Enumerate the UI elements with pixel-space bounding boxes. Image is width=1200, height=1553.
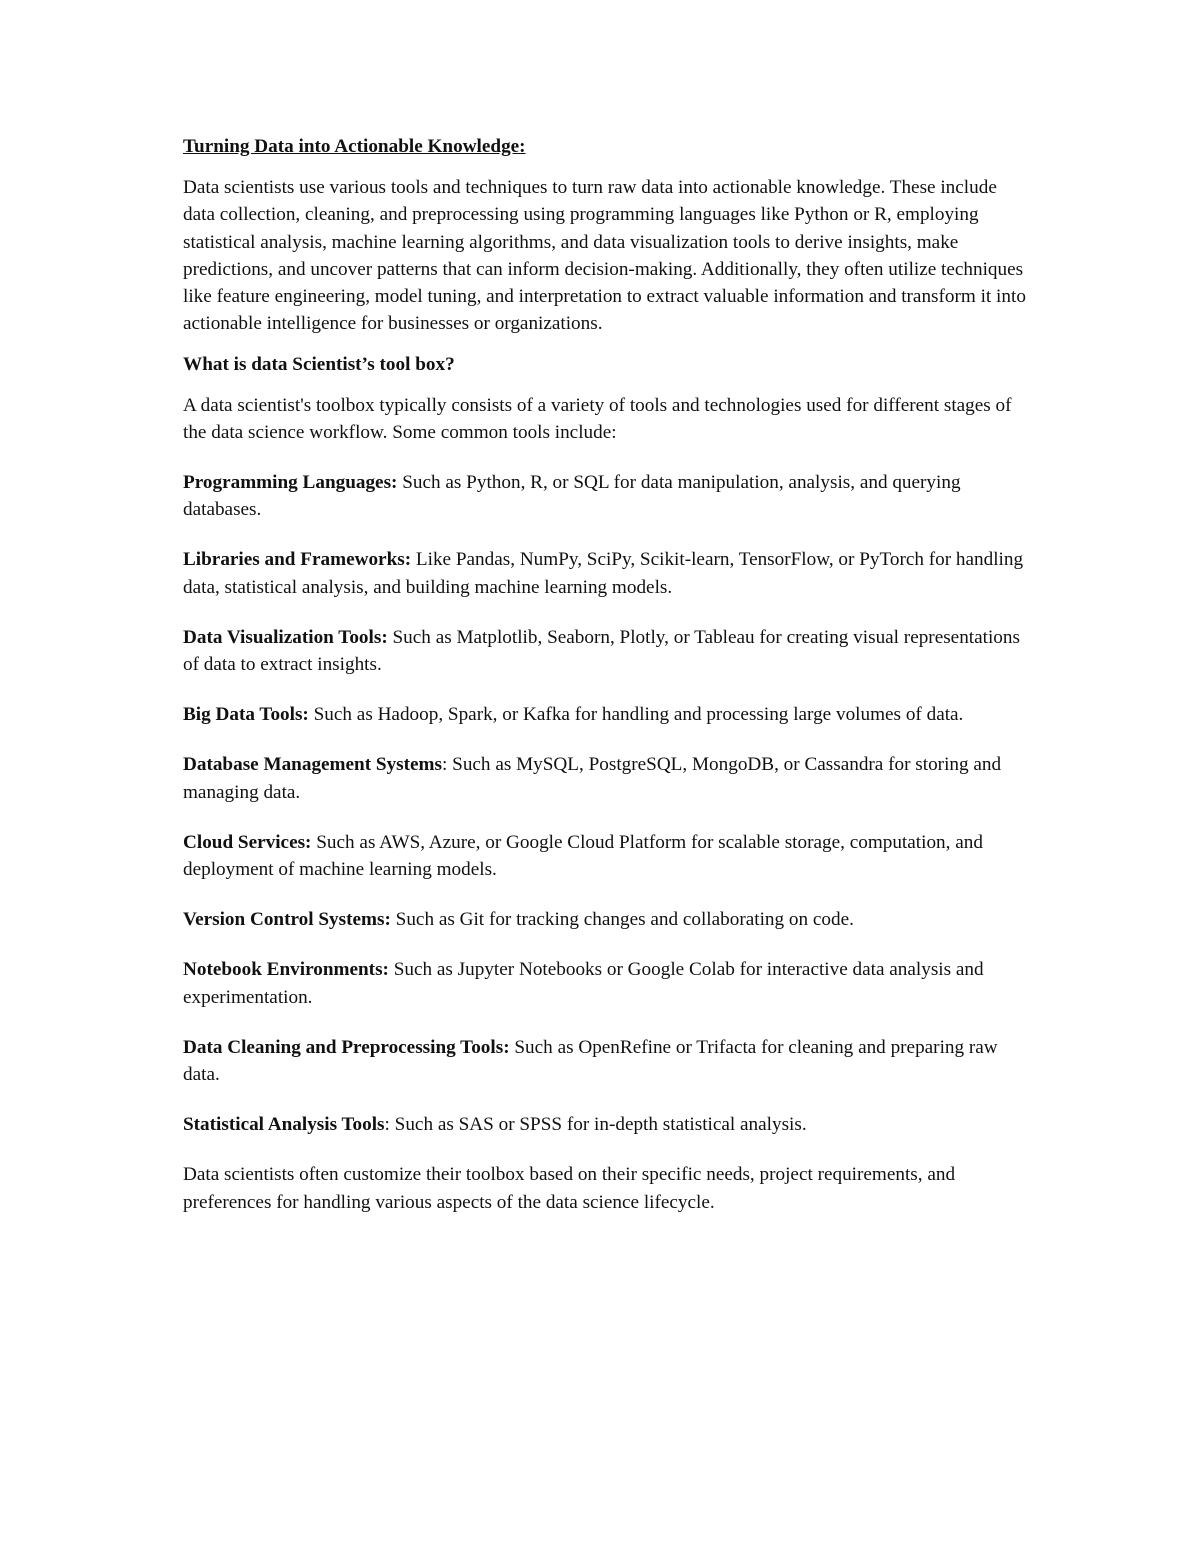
document-page [183, 133, 1028, 1216]
tool-term: Statistical Analysis Tools [183, 1114, 385, 1136]
tool-term: Version Control Systems: [183, 909, 391, 931]
intro-paragraph: Data scientists use various tools and techniques to turn raw data into actionable knowledge. These include data collection, cleaning, and preprocessing using programming languages like Python or R, employing statistical analysis, machine learning algorithms, and data visualization tools to derive insights, make predictions, and uncover patterns that can inform decision-making. Additionally, they often utilize techniques like feature engineering, model tuning, and interpretation to extract valuable information and transform it into actionable intelligence for businesses or organizations. [183, 177, 1026, 335]
tool-description: : Such as MySQL, PostgreSQL, MongoDB, or Cassandra for storing and managing data. [183, 754, 1002, 803]
tool-term: Programming Languages: [183, 472, 398, 494]
tool-term: Cloud Services: [183, 831, 312, 853]
tool-description: Such as Jupyter Notebooks or Google Colab for interactive data analysis and experimentation. [183, 959, 984, 1008]
tool-term: Notebook Environments: [183, 959, 389, 981]
tool-description: : Such as SAS or SPSS for in-depth statistical analysis. [384, 1114, 807, 1136]
tool-item-big-data [183, 701, 1028, 728]
tool-term: Data Visualization Tools: [183, 626, 388, 648]
closing-paragraph: Data scientists often customize their toolbox based on their specific needs, project requirements, and preferences for handling various aspects of the data science lifecycle. [183, 1164, 956, 1213]
tool-item-data-visualization [183, 624, 1028, 678]
tool-description: Such as OpenRefine or Trifacta for cleaning and preparing raw data. [183, 1036, 998, 1086]
tool-item-programming-languages [183, 469, 1028, 523]
tool-description: Such as Matplotlib, Seaborn, Plotly, or Tableau for creating visual representations of data to extract insights. [183, 626, 1020, 676]
tool-item-libraries-frameworks [183, 546, 1028, 600]
tool-item-statistical-analysis [183, 1111, 1028, 1138]
tool-description: Like Pandas, NumPy, SciPy, Scikit-learn, TensorFlow, or PyTorch for handling data, statistical analysis, and building machine learning models. [183, 549, 1024, 598]
tool-item-data-cleaning [183, 1034, 1028, 1088]
tool-term: Big Data Tools: [183, 704, 309, 726]
tool-item-cloud-services [183, 829, 1028, 883]
tool-item-notebook-environments [183, 956, 1028, 1010]
toolbox-subheading: What is data Scientist’s tool box? [183, 354, 455, 376]
tool-term: Database Management Systems [183, 754, 443, 776]
tool-item-version-control [183, 906, 1028, 933]
tool-description: Such as AWS, Azure, or Google Cloud Platform for scalable storage, computation, and deployment of machine learning models. [183, 831, 983, 881]
tool-term: Data Cleaning and Preprocessing Tools: [183, 1036, 510, 1058]
tool-description: Such as Hadoop, Spark, or Kafka for handling and processing large volumes of data. [308, 704, 964, 726]
tool-item-database-management [183, 751, 1028, 805]
tool-term: Libraries and Frameworks: [183, 549, 412, 571]
toolbox-intro-paragraph: A data scientist's toolbox typically consists of a variety of tools and technologies used for different stages of the data science workflow. Some common tools include: [183, 394, 1012, 443]
tool-description: Such as Git for tracking changes and collaborating on code. [390, 909, 854, 931]
tool-description: Such as Python, R, or SQL for data manipulation, analysis, and querying databases. [183, 472, 961, 521]
document-title: Turning Data into Actionable Knowledge: [183, 136, 526, 157]
